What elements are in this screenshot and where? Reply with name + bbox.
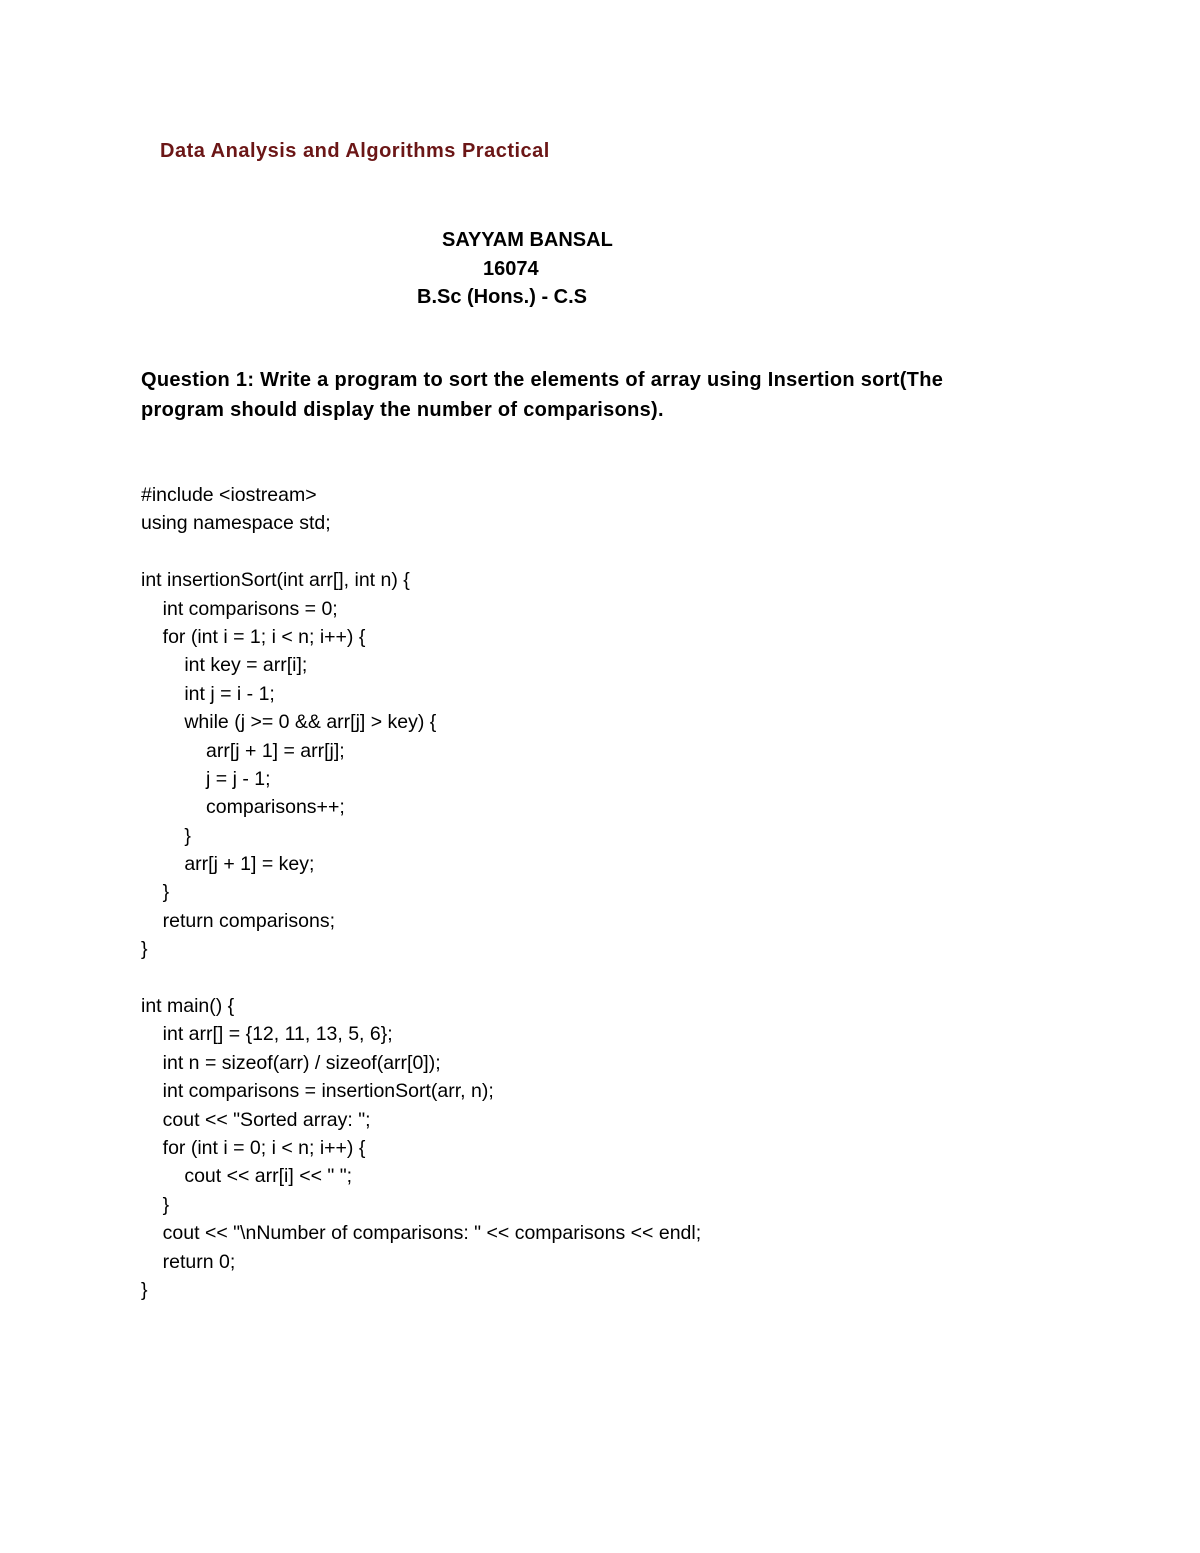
question-text: Question 1: Write a program to sort the elements of array using Insertion sort(The program should display the number of comparisons). bbox=[141, 369, 944, 421]
code-line bbox=[141, 538, 701, 566]
code-line: int arr[] = {12, 11, 13, 5, 6}; bbox=[141, 1023, 393, 1046]
code-line: arr[j + 1] = key; bbox=[141, 853, 315, 876]
author-course: B.Sc (Hons.) - C.S bbox=[417, 286, 588, 308]
code-line: } bbox=[141, 881, 170, 904]
code-line: int main() { bbox=[141, 995, 235, 1018]
code-line: int insertionSort(int arr[], int n) { bbox=[141, 569, 410, 592]
code-line: return 0; bbox=[141, 1250, 236, 1273]
document-title: Data Analysis and Algorithms Practical bbox=[160, 140, 550, 162]
code-line: cout << arr[i] << " "; bbox=[141, 1165, 353, 1188]
code-line: for (int i = 0; i < n; i++) { bbox=[141, 1136, 366, 1159]
code-line: arr[j + 1] = arr[j]; bbox=[141, 739, 345, 762]
code-line: return comparisons; bbox=[141, 909, 335, 932]
code-line: } bbox=[141, 1278, 148, 1301]
code-line: int comparisons = insertionSort(arr, n); bbox=[141, 1080, 494, 1103]
code-line: } bbox=[141, 824, 191, 847]
code-line: while (j >= 0 && arr[j] > key) { bbox=[141, 711, 437, 734]
code-line: cout << "\nNumber of comparisons: " << comparisons << endl; bbox=[141, 1222, 702, 1245]
code-listing bbox=[141, 481, 701, 1304]
code-line: comparisons++; bbox=[141, 796, 345, 819]
code-line: } bbox=[141, 938, 148, 961]
code-line bbox=[141, 964, 701, 992]
code-line: int comparisons = 0; bbox=[141, 597, 338, 620]
author-roll-number: 16074 bbox=[483, 257, 539, 280]
code-line: } bbox=[141, 1193, 170, 1216]
code-line: using namespace std; bbox=[141, 512, 331, 535]
code-line: int j = i - 1; bbox=[141, 682, 275, 705]
code-line: int key = arr[i]; bbox=[141, 654, 308, 677]
code-line: for (int i = 1; i < n; i++) { bbox=[141, 625, 366, 648]
code-line: int n = sizeof(arr) / sizeof(arr[0]); bbox=[141, 1051, 441, 1074]
code-line: cout << "Sorted array: "; bbox=[141, 1108, 371, 1131]
author-name: SAYYAM BANSAL bbox=[442, 229, 613, 251]
code-line: #include <iostream> bbox=[141, 484, 317, 506]
code-line: j = j - 1; bbox=[141, 767, 271, 790]
